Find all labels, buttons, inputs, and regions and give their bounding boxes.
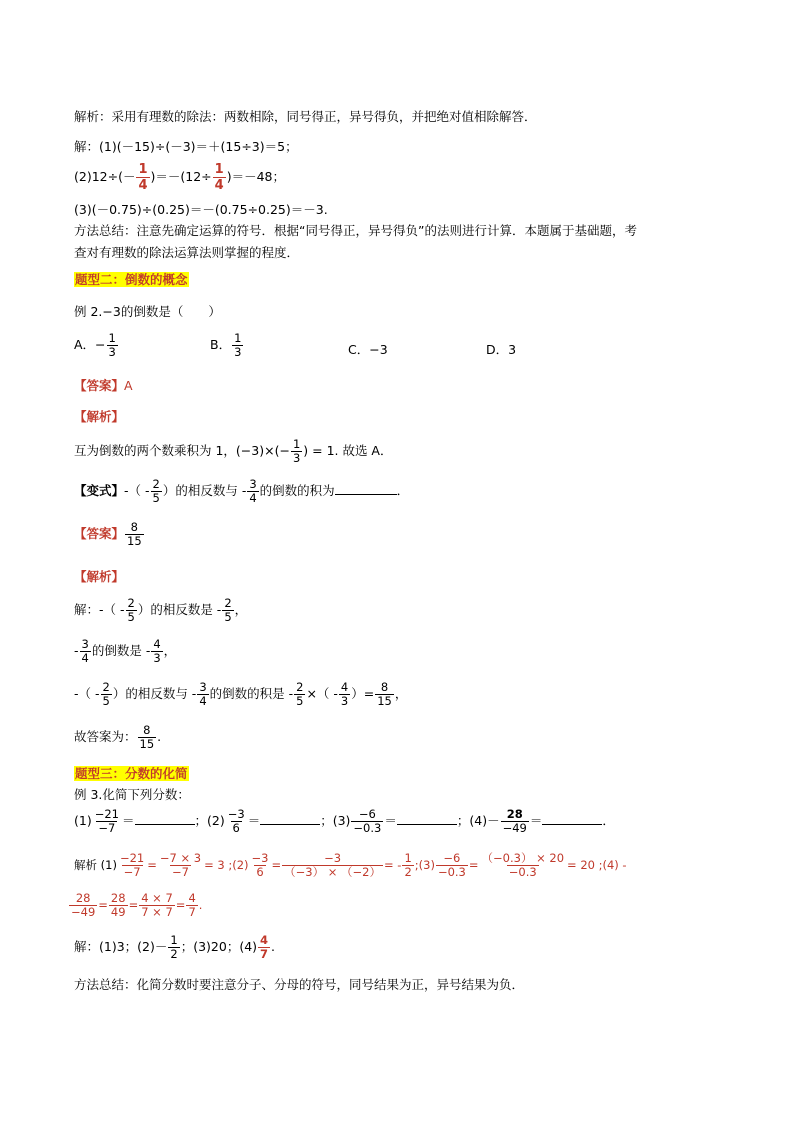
section-heading-3: 题型三：分数的化简 [75,766,188,781]
analysis-tag: 【解析】 [74,409,125,424]
example-2-question: 例 2.−3的倒数是（ ） [74,304,221,319]
option-b: B． $\frac{1}{3}$ [210,331,242,359]
option-d: D．3 [486,342,517,357]
option-a: A．− $\frac{1}{3}$ [74,331,116,359]
solution-line-3: (3)(－0.75)÷(0.25)＝－(0.75÷0.25)＝－3. [74,202,328,217]
fraction-1-3-c: $\frac{1}{3}$ [292,437,301,465]
variant-solution-2: - $\frac{3}{4}$ 的倒数是 - $\frac{4}{3}$ ， [74,637,177,665]
variant-analysis-tag: 【解析】 [74,569,125,584]
analysis-text: 解析：采用有理数的除法：两数相除，同号得正，异号得负，并把绝对值相除解答． [74,109,537,124]
variant-question: 【变式】-（ - $\frac{2}{5}$ ）的相反数与 - $\frac{3}{4}$ 的倒数的积为 ． [74,477,410,505]
example-3-solution: 解：(1)3；(2)－ $\frac{1}{2}$ ；(3)20；(4) $\frac{4}{7}$ . [74,933,276,961]
solution-line-2: (2)12÷(－ $\frac{1}{4}$ )＝－(12÷ $\frac{1}{4}$ )＝－48； [74,162,285,193]
fraction-1-3: $\frac{1}{3}$ [108,331,116,359]
summary-line-2: 查对有理数的除法运算法则掌握的程度． [74,245,300,260]
summary-line-1: 方法总结：注意先确定运算的符号．根据“同号得正，异号得负”的法则进行计算．本题属于基础题，考 [74,223,637,238]
section-heading-2: 题型二：倒数的概念 [75,272,188,287]
solution-line-1: 解：(1)(－15)÷(－3)＝＋(15÷3)＝5； [74,139,298,154]
blank-2[interactable] [260,812,320,825]
fraction-1-4: $\frac{1}{4}$ [138,162,148,193]
example-3-analysis-1: 解析 (1) $\frac{-21}{-7}$ = $\frac{-7 \times 3}{-7}$ = 3 ;(2) $\frac{-3}{6}$ = $\frac{-3}{(-3) \times (-2)}$ = - $\frac{1}{2}$ ;(3) $\frac{-6}{-0.3}$ = $\frac{(-0.3) \times 20}{-0.3}$ = 20 ;(4) - [74,851,627,879]
answer-line: 【答案】A [74,378,133,393]
blank-4[interactable] [542,812,602,825]
variant-solution-3: -（ - $\frac{2}{5}$ ）的相反数与 - $\frac{3}{4}$ 的倒数的积是 - $\frac{2}{5}$ ×（ - $\frac{4}{3}$ ）= $\frac{8}{15}$ ， [74,680,408,708]
variant-final-answer: 故答案为： $\frac{8}{15}$ . [74,723,162,751]
option-c: C．−3 [348,342,388,357]
example-3-items: (1) $\frac{-21}{-7}$ ＝ ；(2) $\frac{-3}{6}$ ＝ ；(3) $\frac{-6}{-0.3}$ ＝ ；(4)－ $\frac{28}{-49}$ ＝ ． [74,807,615,835]
example-3-analysis-2: $\frac{28}{-49}$ = $\frac{28}{49}$ = $\frac{4 \times 7}{7 \times 7}$ = $\frac{4}{7}$ . [71,891,203,919]
explanation-line: 互为倒数的两个数乘积为 1，(−3)×(− $\frac{1}{3}$ ) = 1. 故选 A． [74,437,393,465]
fraction-3-4: $\frac{3}{4}$ [249,477,257,505]
example-3-summary: 方法总结：化简分数时要注意分子、分母的符号，同号结果为正，异号结果为负． [74,977,525,992]
variant-solution-1: 解：-（ - $\frac{2}{5}$ ）的相反数是 - $\frac{2}{5}$ ， [74,596,248,624]
fraction-8-15: $\frac{8}{15}$ [127,520,142,548]
example-3-question: 例 3.化简下列分数： [74,787,190,802]
blank-3[interactable] [397,812,457,825]
fraction-1-3-b: $\frac{1}{3}$ [234,331,242,359]
fraction-1-4-b: $\frac{1}{4}$ [214,162,224,193]
blank-1[interactable] [135,812,195,825]
fraction-2-5: $\frac{2}{5}$ [152,477,160,505]
answer-blank[interactable] [335,482,397,495]
variant-answer: 【答案】 $\frac{8}{15}$ [74,520,142,548]
